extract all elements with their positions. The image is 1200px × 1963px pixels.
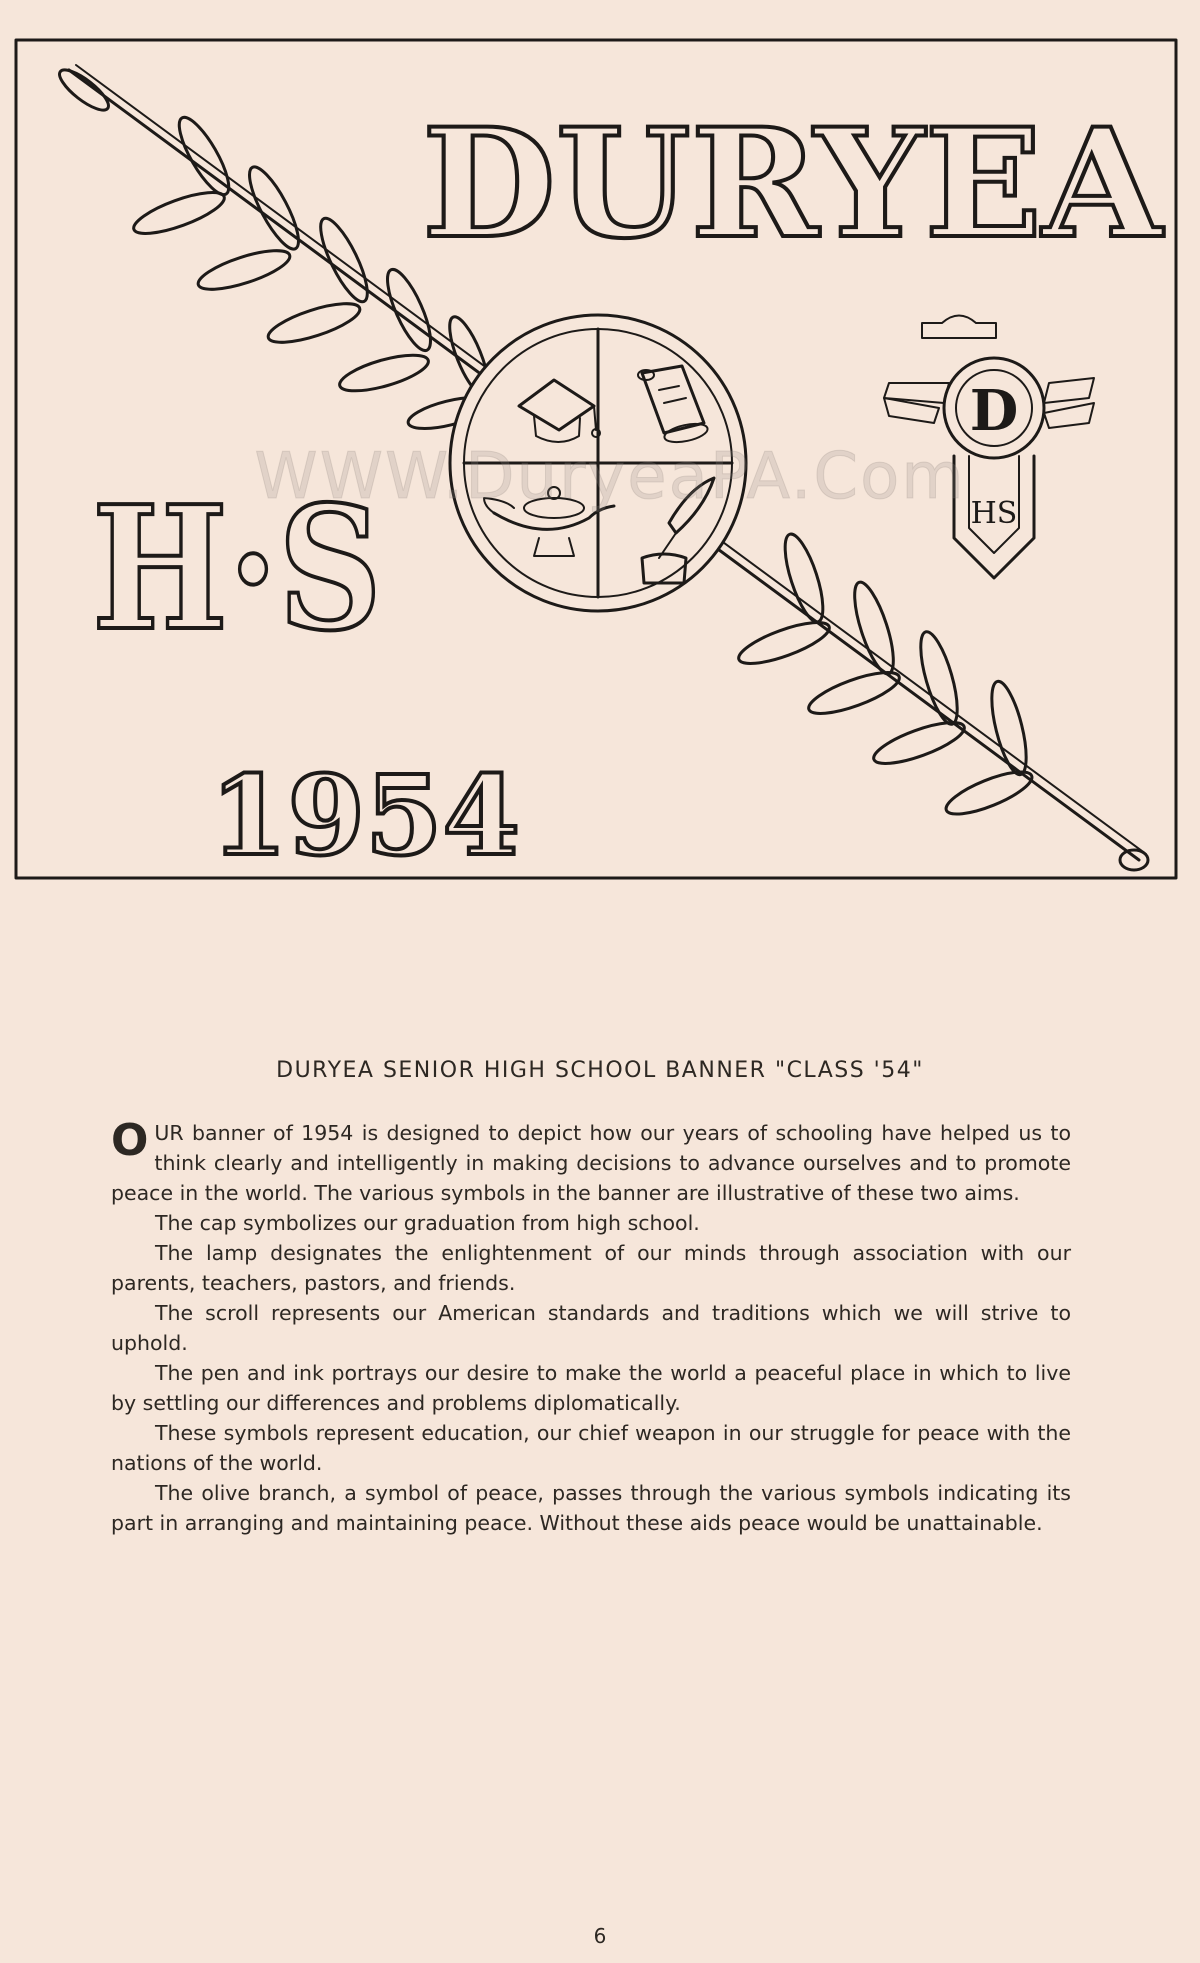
banner-drawing bbox=[14, 38, 1180, 880]
paragraph-intro bbox=[111, 1115, 1071, 1208]
banner-illustration bbox=[14, 38, 1180, 880]
paragraph-symbols: These symbols represent education, our chief weapon in our struggle for peace with the nations of the world. bbox=[111, 1421, 1071, 1475]
watermark: WWW.DuryeaPA.Com bbox=[254, 440, 966, 514]
banner-initials-hs: H·S bbox=[92, 469, 382, 669]
drop-cap: O bbox=[111, 1115, 149, 1166]
emblem-sub-letters: HS bbox=[970, 496, 1018, 531]
paragraph-cap: The cap symbolizes our graduation from high school. bbox=[155, 1211, 700, 1235]
page-title: DURYEA SENIOR HIGH SCHOOL BANNER "CLASS '54" bbox=[276, 1058, 924, 1083]
article-body bbox=[111, 1115, 1071, 1538]
banner-title-duryea: DURYEA bbox=[422, 96, 1165, 272]
paragraph-lamp: The lamp designates the enlightenment of our minds through association with our parents, teachers, pastors, and friends. bbox=[111, 1241, 1071, 1295]
banner-year: 1954 bbox=[210, 751, 520, 880]
emblem-letter: D bbox=[969, 378, 1019, 444]
paragraph-intro-text: UR banner of 1954 is designed to depict how our years of schooling have helped us to think clearly and intelligently in making decisions to advance ourselves and to promote peace in the world. The various symbols in the banner are illustrative of these two aims. bbox=[111, 1121, 1071, 1205]
paragraph-pen: The pen and ink portrays our desire to make the world a peaceful place in which to live by settling our differences and problems diplomatically. bbox=[111, 1361, 1071, 1415]
page-number: 6 bbox=[593, 1924, 607, 1948]
school-emblem-icon bbox=[884, 316, 1094, 579]
medallion bbox=[450, 315, 746, 611]
paragraph-olive: The olive branch, a symbol of peace, passes through the various symbols indicating its part in arranging and maintaining peace. Without these aids peace would be unattainable. bbox=[111, 1481, 1071, 1535]
paragraph-scroll: The scroll represents our American standards and traditions which we will strive to uphold. bbox=[111, 1301, 1071, 1355]
